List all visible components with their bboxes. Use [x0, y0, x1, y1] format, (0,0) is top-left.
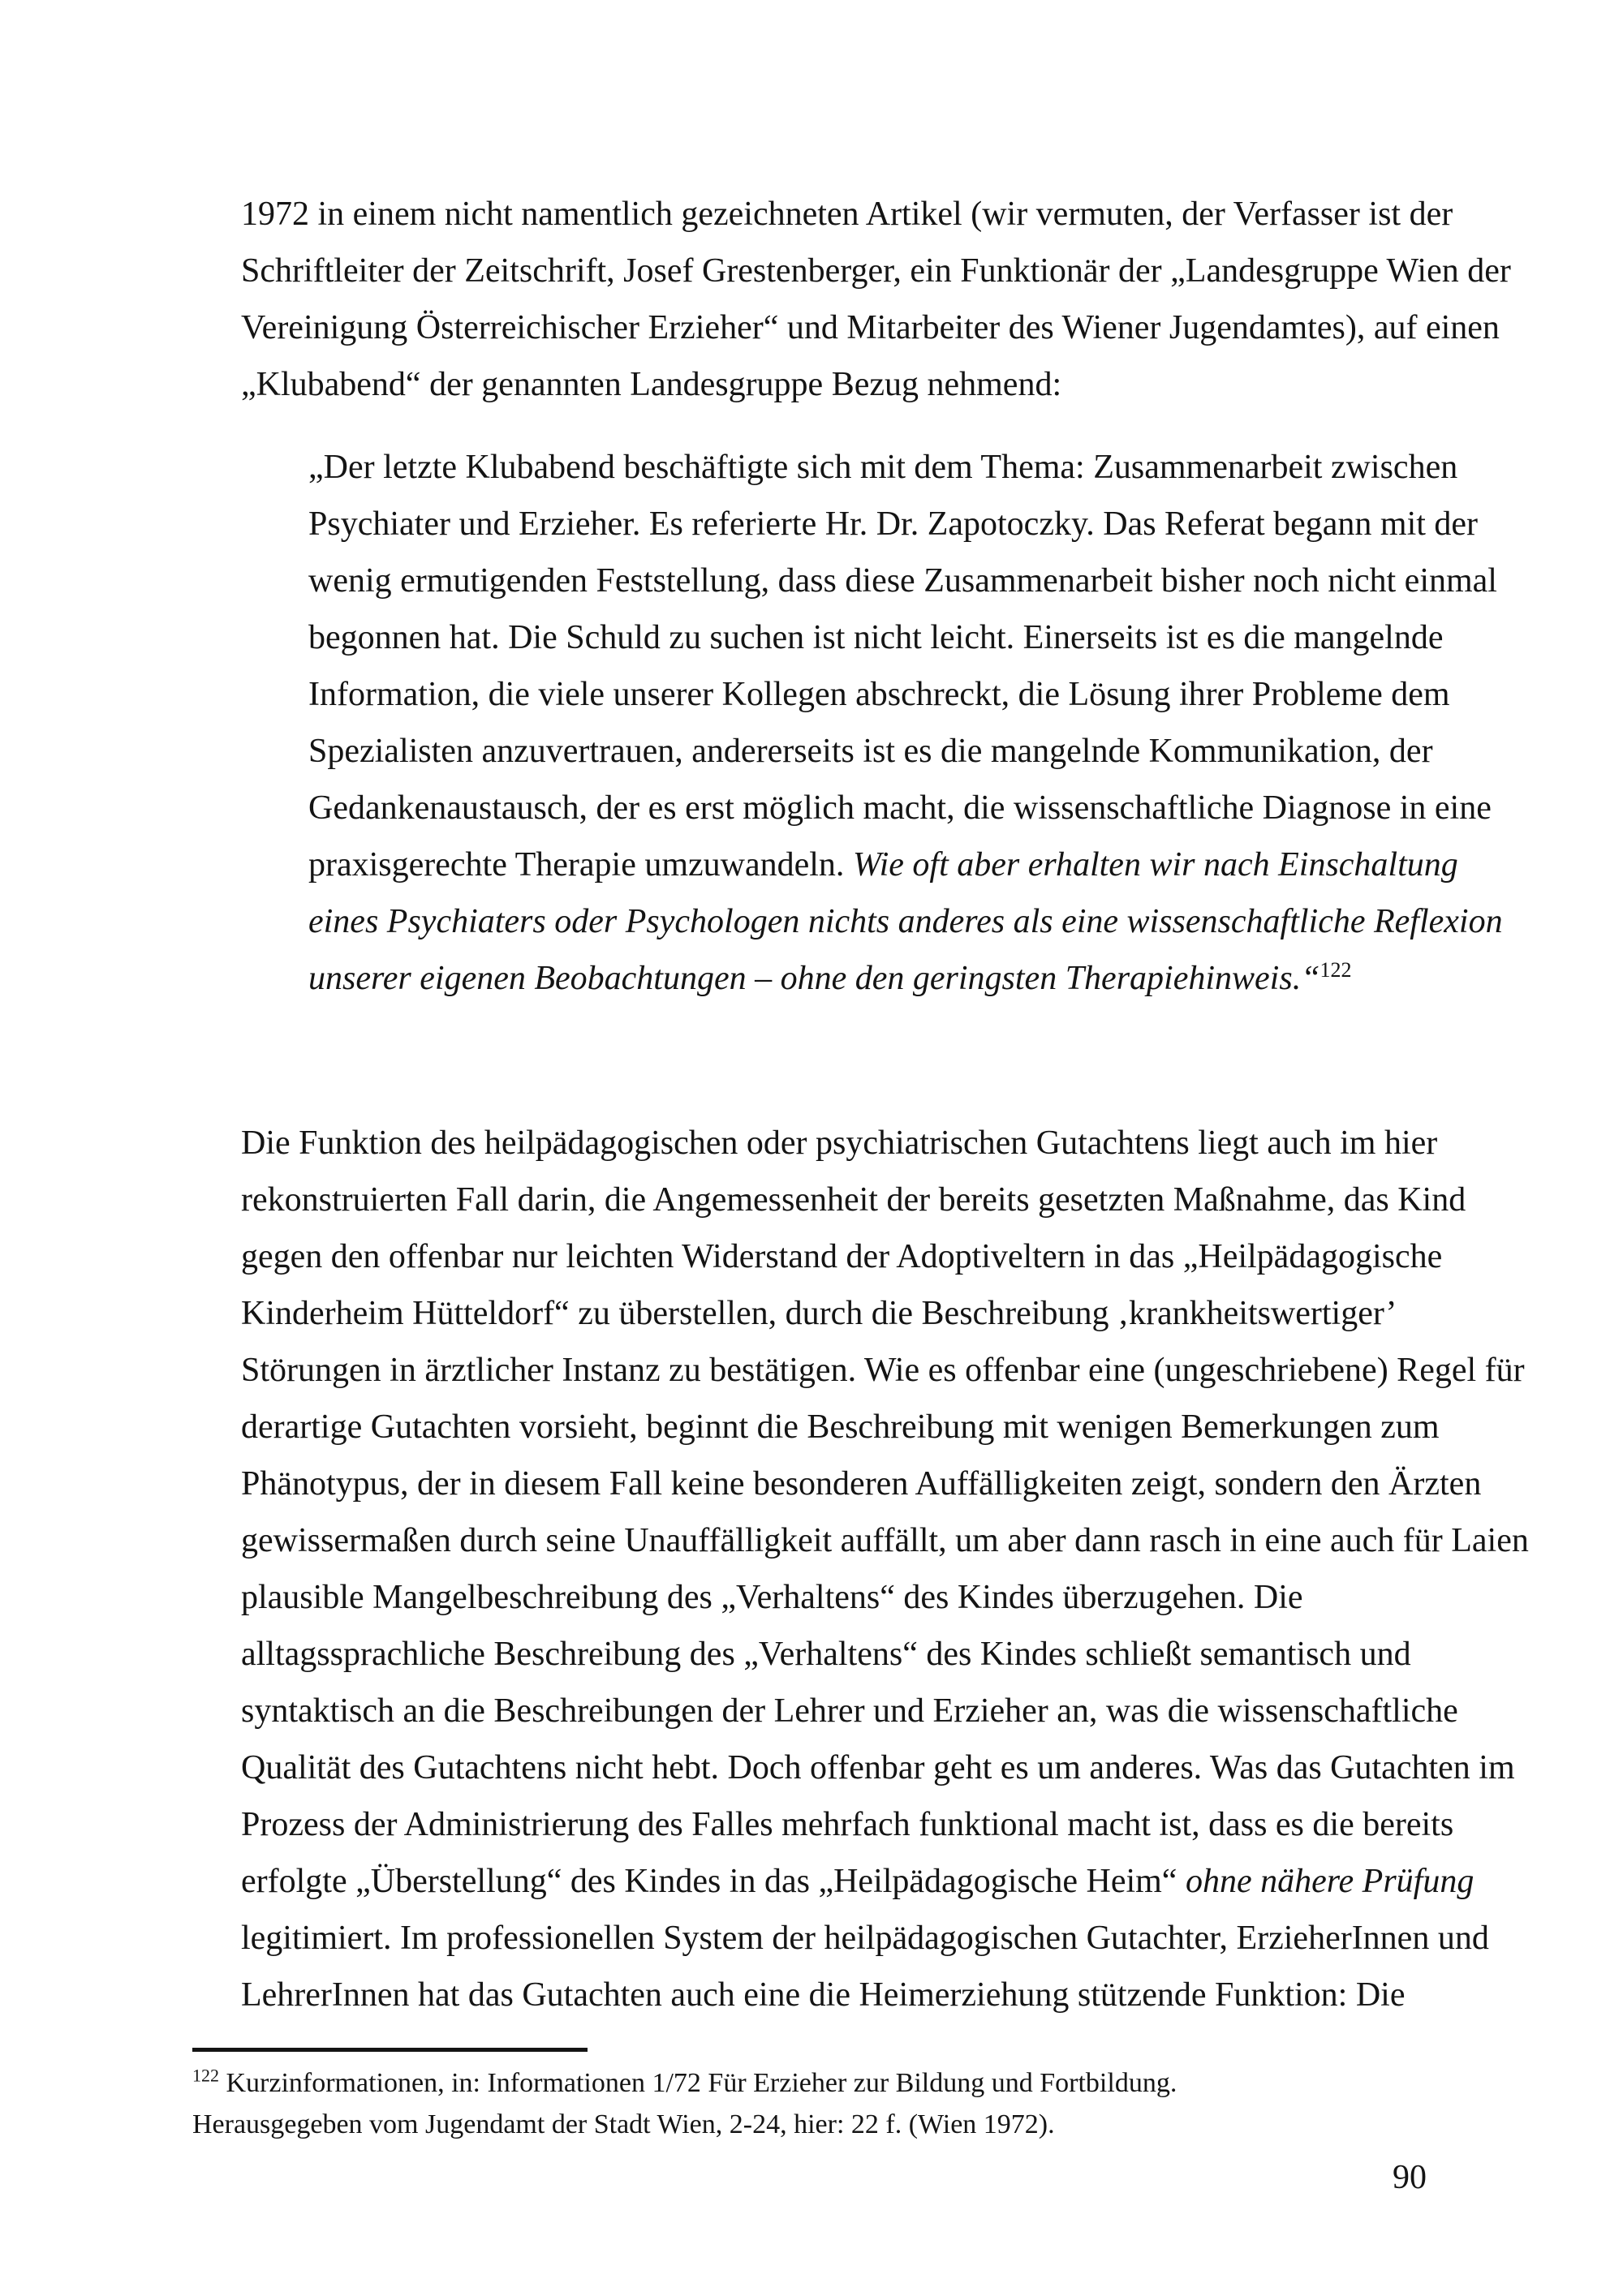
- text-segment: Die Funktion des heilpädagogischen oder psychiatrischen Gutachtens liegt auch im hier: [241, 1124, 1438, 1162]
- italic-text-segment: unserer eigenen Beobachtungen – ohne den geringsten Therapiehinweis.“: [308, 960, 1320, 997]
- text-line: [308, 666, 1503, 723]
- text-segment: 1972 in einem nicht namentlich gezeichneten Artikel (wir vermuten, der Verfasser ist der: [241, 196, 1453, 233]
- text-line: [241, 1342, 1529, 1399]
- text-segment: begonnen hat. Die Schuld zu suchen ist nicht leicht. Einerseits ist es die mangelnde: [308, 619, 1444, 656]
- italic-text-segment: ohne nähere Prüfung: [1185, 1863, 1474, 1900]
- text-line: [308, 609, 1503, 666]
- text-segment: Vereinigung Österreichischer Erzieher“ und Mitarbeiter des Wiener Jugendamtes), auf einen: [241, 309, 1500, 346]
- text-line: [192, 2062, 1177, 2104]
- text-line: [241, 1399, 1529, 1455]
- text-segment: Herausgegeben vom Jugendamt der Stadt Wien, 2-24, hier: 22 f. (Wien 1972).: [192, 2109, 1055, 2139]
- text-segment: alltagssprachliche Beschreibung des „Verhaltens“ des Kindes schließt semantisch und: [241, 1636, 1411, 1673]
- text-line: [241, 1739, 1529, 1796]
- text-line: [308, 893, 1503, 950]
- text-segment: derartige Gutachten vorsieht, beginnt die Beschreibung mit wenigen Bemerkungen zum: [241, 1408, 1440, 1446]
- text-line: [241, 1683, 1529, 1739]
- text-segment: „Klubabend“ der genannten Landesgruppe Bezug nehmend:: [241, 366, 1062, 403]
- text-segment: rekonstruierten Fall darin, die Angemessenheit der bereits gesetzten Maßnahme, das Kind: [241, 1181, 1466, 1219]
- text-segment: LehrerInnen hat das Gutachten auch eine die Heimerziehung stützende Funktion: Die: [241, 1976, 1406, 2014]
- text-segment: gegen den offenbar nur leichten Widerstand der Adoptiveltern in das „Heilpädagogische: [241, 1238, 1443, 1275]
- text-line: [308, 836, 1503, 893]
- text-segment: Kurzinformationen, in: Informationen 1/72 Für Erzieher zur Bildung und Fortbildung.: [219, 2068, 1177, 2098]
- text-segment: Kinderheim Hütteldorf“ zu überstellen, durch die Beschreibung ‚krankheitswertiger’: [241, 1295, 1397, 1332]
- paragraph-intro: [241, 186, 1511, 413]
- text-line: [241, 1285, 1529, 1342]
- text-segment: Spezialisten anzuvertrauen, andererseits ist es die mangelnde Kommunikation, der: [308, 733, 1433, 770]
- text-segment: plausible Mangelbeschreibung des „Verhaltens“ des Kindes überzugehen. Die: [241, 1579, 1303, 1616]
- text-line: [241, 186, 1511, 243]
- text-line: [241, 1910, 1529, 1967]
- page-number: 90: [1393, 2159, 1427, 2196]
- text-line: [241, 1626, 1529, 1683]
- italic-text-segment: Wie oft aber erhalten wir nach Einschaltung: [852, 846, 1458, 884]
- text-line: [308, 553, 1503, 609]
- text-segment: erfolgte „Überstellung“ des Kindes in das „Heilpädagogische Heim“: [241, 1863, 1186, 1900]
- text-line: [241, 1115, 1529, 1172]
- text-segment: Phänotypus, der in diesem Fall keine besonderen Auffälligkeiten zeigt, sondern den Ärzten: [241, 1465, 1482, 1503]
- text-segment: Psychiater und Erzieher. Es referierte Hr. Dr. Zapotoczky. Das Referat begann mit der: [308, 505, 1479, 543]
- text-line: [241, 1796, 1529, 1853]
- text-line: [241, 1569, 1529, 1626]
- paragraph-analysis: [241, 1115, 1529, 2023]
- italic-text-segment: eines Psychiaters oder Psychologen nichts anderes als eine wissenschaftliche Reflexion: [308, 903, 1503, 940]
- text-segment: Gedankenaustausch, der es erst möglich macht, die wissenschaftliche Diagnose in eine: [308, 789, 1492, 827]
- text-segment: wenig ermutigenden Feststellung, dass diese Zusammenarbeit bisher noch nicht einmal: [308, 562, 1497, 600]
- footnote-reference: 122: [192, 2065, 219, 2086]
- text-segment: Schriftleiter der Zeitschrift, Josef Grestenberger, ein Funktionär der „Landesgruppe Wien der: [241, 252, 1511, 290]
- footnote-separator-rule: [192, 2048, 588, 2052]
- footnote-reference: 122: [1319, 958, 1352, 982]
- text-segment: legitimiert. Im professionellen System der heilpädagogischen Gutachter, ErzieherInnen und: [241, 1920, 1489, 1957]
- text-line: [308, 439, 1503, 496]
- text-line: [241, 356, 1511, 413]
- text-line: [308, 723, 1503, 780]
- text-line: [241, 299, 1511, 356]
- text-line: [241, 1172, 1529, 1228]
- text-line: [241, 243, 1511, 299]
- text-line: [308, 950, 1503, 1007]
- text-segment: Störungen in ärztlicher Instanz zu bestätigen. Wie es offenbar eine (ungeschriebene) Regel für: [241, 1352, 1525, 1389]
- text-line: [241, 1967, 1529, 2023]
- text-segment: Qualität des Gutachtens nicht hebt. Doch offenbar geht es um anderes. Was das Gutachten im: [241, 1749, 1515, 1786]
- text-line: [308, 780, 1503, 836]
- text-segment: Prozess der Administrierung des Falles mehrfach funktional macht ist, dass es die bereits: [241, 1806, 1454, 1843]
- text-segment: praxisgerechte Therapie umzuwandeln.: [308, 846, 853, 884]
- text-segment: „Der letzte Klubabend beschäftigte sich mit dem Thema: Zusammenarbeit zwischen: [308, 449, 1458, 486]
- text-line: [241, 1512, 1529, 1569]
- text-line: [241, 1455, 1529, 1512]
- text-segment: gewissermaßen durch seine Unauffälligkeit auffällt, um aber dann rasch in eine auch für Laien: [241, 1522, 1529, 1559]
- text-line: [241, 1853, 1529, 1910]
- text-line: [308, 496, 1503, 553]
- text-segment: syntaktisch an die Beschreibungen der Lehrer und Erzieher an, was die wissenschaftliche: [241, 1692, 1458, 1730]
- footnote: [192, 2062, 1177, 2145]
- text-line: [192, 2104, 1177, 2145]
- text-segment: Information, die viele unserer Kollegen abschreckt, die Lösung ihrer Probleme dem: [308, 676, 1450, 713]
- block-quote: [308, 439, 1503, 1007]
- text-line: [241, 1228, 1529, 1285]
